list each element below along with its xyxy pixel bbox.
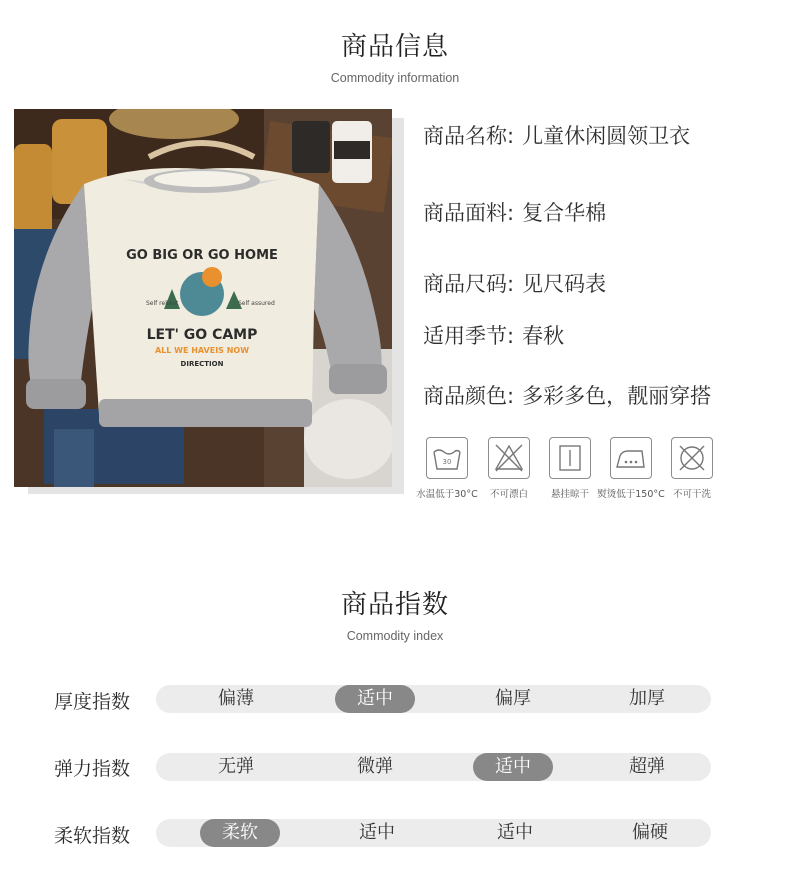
thickness-index-label: 厚度指数 bbox=[54, 691, 131, 713]
hang-dry-icon bbox=[549, 437, 591, 479]
index-option: 适中 bbox=[473, 753, 553, 781]
section-title: 商品信息 bbox=[340, 32, 449, 62]
detail-label: 商品颜色: bbox=[423, 384, 515, 408]
index-option: 微弹 bbox=[357, 756, 393, 777]
care-caption: 熨烫低于150°C bbox=[597, 489, 665, 500]
no-bleach-icon bbox=[488, 437, 530, 479]
index-option: 柔软 bbox=[200, 819, 280, 847]
wash-temp-badge: 30 bbox=[442, 458, 452, 466]
print-line-2: LET' GO CAMP bbox=[146, 327, 258, 343]
detail-value: 春秋 bbox=[522, 324, 565, 348]
section-subtitle: Commodity index bbox=[346, 629, 444, 643]
index-option: 适中 bbox=[335, 685, 415, 713]
softness-index-label: 柔软指数 bbox=[54, 825, 131, 847]
elasticity-index-bar bbox=[156, 753, 711, 781]
detail-label: 适用季节: bbox=[423, 324, 515, 348]
detail-season bbox=[423, 320, 564, 350]
index-option: 适中 bbox=[497, 822, 533, 843]
index-option: 无弹 bbox=[218, 756, 254, 777]
wash-30-icon bbox=[426, 437, 468, 479]
product-photo bbox=[14, 109, 392, 487]
print-self-reliant: Self reliant bbox=[146, 300, 179, 307]
section-title: 商品指数 bbox=[340, 590, 449, 620]
detail-value: 儿童休闲圆领卫衣 bbox=[522, 124, 691, 148]
index-option: 偏厚 bbox=[495, 688, 531, 709]
print-line-4: DIRECTION bbox=[180, 360, 224, 368]
care-caption: 水温低于30°C bbox=[416, 489, 478, 500]
section-subtitle: Commodity information bbox=[330, 71, 460, 85]
detail-color bbox=[423, 380, 711, 410]
thickness-index-bar bbox=[156, 685, 711, 713]
print-self-assured: Self assured bbox=[238, 300, 275, 307]
index-option: 加厚 bbox=[629, 688, 665, 709]
detail-label: 商品名称: bbox=[423, 124, 515, 148]
index-option: 偏薄 bbox=[218, 688, 254, 709]
print-line-3: ALL WE HAVEIS NOW bbox=[154, 346, 250, 355]
care-wash bbox=[412, 437, 482, 500]
care-caption: 不可干洗 bbox=[672, 489, 711, 500]
care-bleach bbox=[474, 437, 544, 500]
print-line-1: GO BIG OR GO HOME bbox=[126, 248, 278, 263]
detail-value: 多彩多色，靓丽穿搭 bbox=[522, 384, 712, 408]
elasticity-index-label: 弹力指数 bbox=[54, 758, 131, 780]
info-section-heading bbox=[0, 26, 790, 85]
index-option: 适中 bbox=[359, 822, 395, 843]
iron-150-icon bbox=[610, 437, 652, 479]
index-option: 偏硬 bbox=[632, 822, 668, 843]
softness-index-bar bbox=[156, 819, 711, 847]
detail-size bbox=[423, 268, 606, 298]
detail-fabric bbox=[423, 197, 606, 227]
care-caption: 不可漂白 bbox=[489, 489, 528, 500]
care-dry bbox=[535, 437, 605, 500]
detail-value: 复合华棉 bbox=[522, 201, 607, 225]
detail-label: 商品尺码: bbox=[423, 272, 515, 296]
detail-name bbox=[423, 120, 690, 150]
care-iron bbox=[596, 437, 666, 500]
index-section-heading bbox=[0, 584, 790, 643]
index-option: 超弹 bbox=[629, 756, 665, 777]
care-caption: 悬挂晾干 bbox=[550, 489, 589, 500]
detail-value: 见尺码表 bbox=[522, 272, 607, 296]
care-dryclean bbox=[657, 437, 727, 500]
detail-label: 商品面料: bbox=[423, 201, 515, 225]
no-dry-clean-icon bbox=[671, 437, 713, 479]
